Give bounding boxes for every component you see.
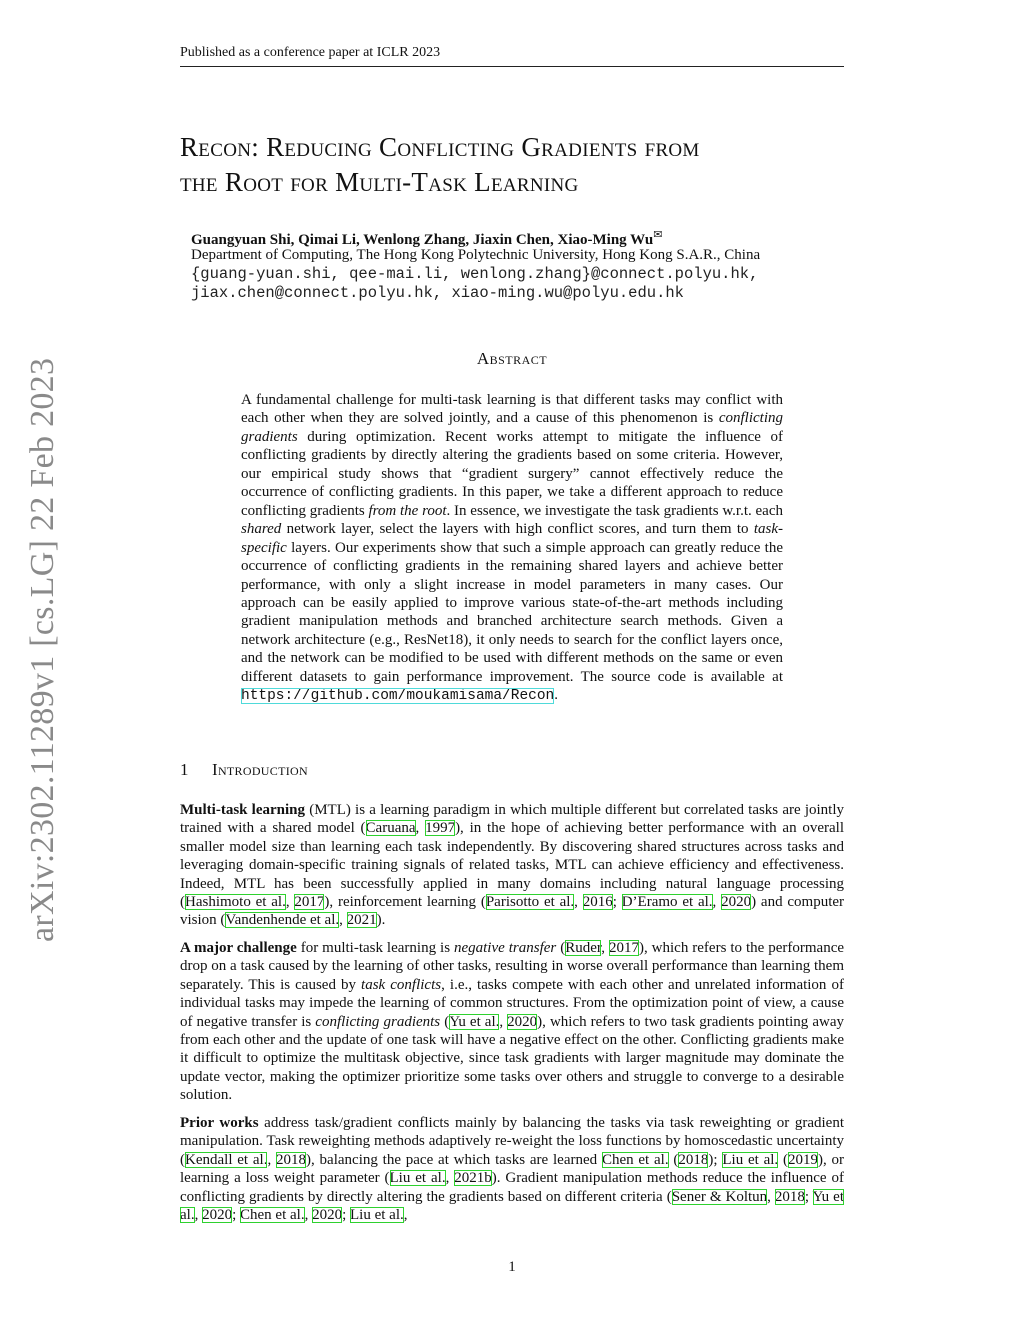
citation-link[interactable]: 2020: [202, 1207, 233, 1224]
citation-link[interactable]: 2016: [582, 894, 613, 911]
paragraph-emphasis: task conflicts: [361, 976, 442, 993]
paragraph-text: ), in the hope of achieving better performance with an overall smaller model size than learning each task independently. By discovering shared structures across tasks and leveraging domain-specific training signals of related tasks, MTL can achieve efficiency and effectiveness. Indeed, MTL has been successfully applied in many domains including natural language processing (: [180, 820, 845, 911]
citation-link[interactable]: 2018: [678, 1151, 709, 1168]
paragraph-text: ,: [285, 894, 295, 911]
paragraph-text: ,: [499, 1013, 508, 1030]
section-title: Introduction: [212, 760, 308, 779]
paragraph-emphasis: conflicting gradients: [315, 1013, 441, 1030]
paragraph-text: (MTL) is a learning paradigm in which multiple different but correlated tasks are jointly trained with a shared model (: [180, 802, 844, 837]
citation-link[interactable]: Parisotto et al.: [485, 894, 575, 911]
citation-link[interactable]: 2018: [774, 1188, 805, 1205]
paragraph-text: ,: [767, 1188, 775, 1205]
paragraph-text: ,: [267, 1151, 277, 1168]
citation-link[interactable]: 2017: [608, 940, 639, 956]
paragraph-text: ,: [601, 940, 609, 956]
running-header: Published as a conference paper at ICLR 2023: [180, 45, 441, 60]
paragraph-text: );: [708, 1151, 723, 1168]
paragraph-text: ), balancing the pace at which tasks are learned: [306, 1151, 602, 1168]
intro-paragraph-3: [180, 1114, 844, 1224]
abstract-text: layers. Our experiments show that such a simple approach can greatly reduce the occurrence of conflicting gradients in the remaining shared layers and achieve better performance, with only a slight increase in model parameters in many cases. Our approach can be easily applied to improve various state-of-the-art methods including gradient manipulation methods and branched architecture search methods. Given a network architecture (e.g., ResNet18), it only needs to search for the conflict layers once, and the network can be modified to be used with different methods on the same or even different datasets to gain performance improvement. The source code is available at: [241, 539, 783, 685]
abstract-text: .: [554, 687, 559, 704]
paragraph-text: ,: [445, 1170, 455, 1187]
paragraph-text: ,: [574, 894, 583, 911]
paragraph-text: ) and computer vision (: [180, 894, 845, 929]
citation-link[interactable]: Liu et al.: [350, 1207, 404, 1224]
paragraph-text: ;: [342, 1207, 350, 1224]
paragraph-text: ), which refers to two task gradients pointing away from each other and the update of one task will have a negative effect on the other. Conflicting gradients make it difficult to optimize the multitask objective, since task gradients with larger magnitude may dominate the update vector, making the optimizer prioritize some tasks over others and struggle to converge to a desirable solution.: [180, 1013, 844, 1104]
citation-link[interactable]: Yu et al.: [180, 1188, 844, 1224]
citation-link[interactable]: 2020: [312, 1207, 343, 1224]
header-rule: [180, 66, 844, 67]
citation-link[interactable]: 2021: [346, 912, 377, 929]
page-number: 1: [508, 1259, 516, 1275]
paragraph-text: ;: [612, 894, 622, 911]
citation-link[interactable]: Liu et al.: [389, 1170, 446, 1187]
paragraph-lead: A major challenge: [180, 940, 297, 956]
intro-paragraph-1: [180, 801, 844, 930]
paragraph-text: , i.e., tasks compete with each other and unrelated information of individual tasks may impede the learning of common structures. From the optimization point of view, a cause of negative transfer is: [180, 976, 844, 1030]
corresponding-author-mark-icon: ✉: [653, 229, 663, 241]
arxiv-identifier[interactable]: arXiv:2302.11289v1 [cs.LG] 22 Feb 2023: [24, 357, 61, 942]
paragraph-text: (: [778, 1151, 788, 1168]
paragraph-text: (: [440, 1013, 450, 1030]
citation-link[interactable]: Hashimoto et al.: [185, 894, 286, 911]
citation-link[interactable]: 2019: [787, 1151, 818, 1168]
paragraph-lead: Multi-task learning: [180, 802, 306, 818]
paragraph-text: ), which refers to the performance drop on a task caused by the learning of other tasks, resulting in worse overall performance than learning them separately. This is caused by: [180, 940, 845, 993]
paragraph-text: ,: [712, 894, 722, 911]
paragraph-text: ), or learning a loss weight parameter (: [180, 1151, 845, 1187]
paragraph-text: ,: [194, 1207, 203, 1224]
title-line-1: Recon: Reducing Conflicting Gradients from: [180, 132, 700, 162]
citation-link[interactable]: Chen et al.: [601, 1151, 669, 1168]
paragraph-lead: Prior works: [180, 1115, 259, 1131]
paragraph-text: (: [668, 1151, 679, 1168]
paragraph-text: ,: [304, 1207, 313, 1224]
abstract-heading: Abstract: [476, 349, 548, 368]
paragraph-text: ).: [376, 912, 386, 929]
citation-link[interactable]: Sener & Koltun: [671, 1188, 768, 1205]
citation-link[interactable]: 2017: [294, 894, 325, 911]
affiliation: Department of Computing, The Hong Kong Polytechnic University, Hong Kong S.A.R., China: [191, 247, 761, 263]
citation-link[interactable]: 2020: [721, 894, 752, 911]
email-line-2: jiax.chen@connect.polyu.hk, xiao-ming.wu@polyu.edu.hk: [191, 284, 684, 302]
abstract-text: network layer, select the layers with high conflict scores, and turn them to: [281, 521, 754, 538]
paragraph-text: ,: [415, 820, 426, 837]
abstract-text: A fundamental challenge for multi-task learning is that different tasks may conflict with each other when they are solved jointly, and a cause of this phenomenon is: [241, 392, 783, 427]
paragraph-text: ), reinforcement learning (: [324, 894, 486, 911]
paragraph-emphasis: negative transfer: [453, 940, 557, 956]
title-line-2: the Root for Multi-Task Learning: [180, 167, 579, 197]
paper-title: [180, 130, 880, 200]
abstract-text: . In essence, we investigate the task gradients w.r.t. each: [446, 502, 783, 519]
paragraph-text: ;: [232, 1207, 240, 1224]
citation-link[interactable]: 2020: [507, 1013, 538, 1030]
citation-link[interactable]: 2021b: [454, 1170, 492, 1187]
abstract-emphasis: conflicting gradients: [241, 410, 783, 445]
abstract-body: [241, 391, 783, 706]
author-names: Guangyuan Shi, Qimai Li, Wenlong Zhang, Jiaxin Chen, Xiao-Ming Wu: [191, 232, 654, 248]
abstract-emphasis: task-specific: [241, 521, 783, 556]
paragraph-text: ). Gradient manipulation methods reduce the influence of conflicting gradients by directly altering the gradients based on different criteria (: [180, 1170, 844, 1205]
paragraph-text: for multi-task learning is: [296, 940, 454, 956]
abstract-text: during optimization. Recent works attempt to mitigate the influence of conflicting gradients by directly altering the gradients based on some criteria. However, our empirical study shows that “gradient surgery” cannot effectively reduce the occurrence of conflicting gradients. In this paper, we take a different approach to reduce conflicting gradients: [241, 428, 783, 519]
section-number: 1: [180, 760, 189, 779]
section-heading: [180, 760, 308, 780]
citation-link[interactable]: Ruder: [565, 940, 602, 956]
paragraph-text: ,: [403, 1207, 408, 1224]
paragraph-text: (: [556, 940, 566, 956]
abstract-emphasis: from the root: [368, 502, 447, 519]
citation-link[interactable]: Vandenhende et al.: [225, 912, 340, 929]
citation-link[interactable]: 2018: [276, 1151, 307, 1168]
paragraph-text: ;: [804, 1188, 813, 1205]
source-code-link[interactable]: https://github.com/moukamisama/Recon: [241, 688, 555, 705]
paragraph-text: address task/gradient conflicts mainly by balancing the tasks via task reweighting or gradient manipulation. Task reweighting methods adaptively re-weight the loss functions by homoscedastic uncertainty (: [180, 1115, 844, 1168]
citation-link[interactable]: Liu et al.: [722, 1151, 779, 1168]
citation-link[interactable]: D’Eramo et al.: [621, 894, 713, 911]
citation-link[interactable]: Kendall et al.: [185, 1151, 268, 1168]
citation-link[interactable]: Yu et al.: [449, 1013, 500, 1030]
intro-paragraph-2: [180, 939, 844, 1105]
citation-link[interactable]: 1997: [425, 820, 456, 837]
citation-link[interactable]: Chen et al.: [240, 1207, 305, 1224]
abstract-emphasis: shared: [241, 521, 282, 538]
citation-link[interactable]: Caruana: [365, 820, 416, 837]
email-line-1: {guang-yuan.shi, qee-mai.li, wenlong.zhang}@connect.polyu.hk,: [191, 265, 759, 283]
paragraph-text: ,: [339, 912, 347, 929]
